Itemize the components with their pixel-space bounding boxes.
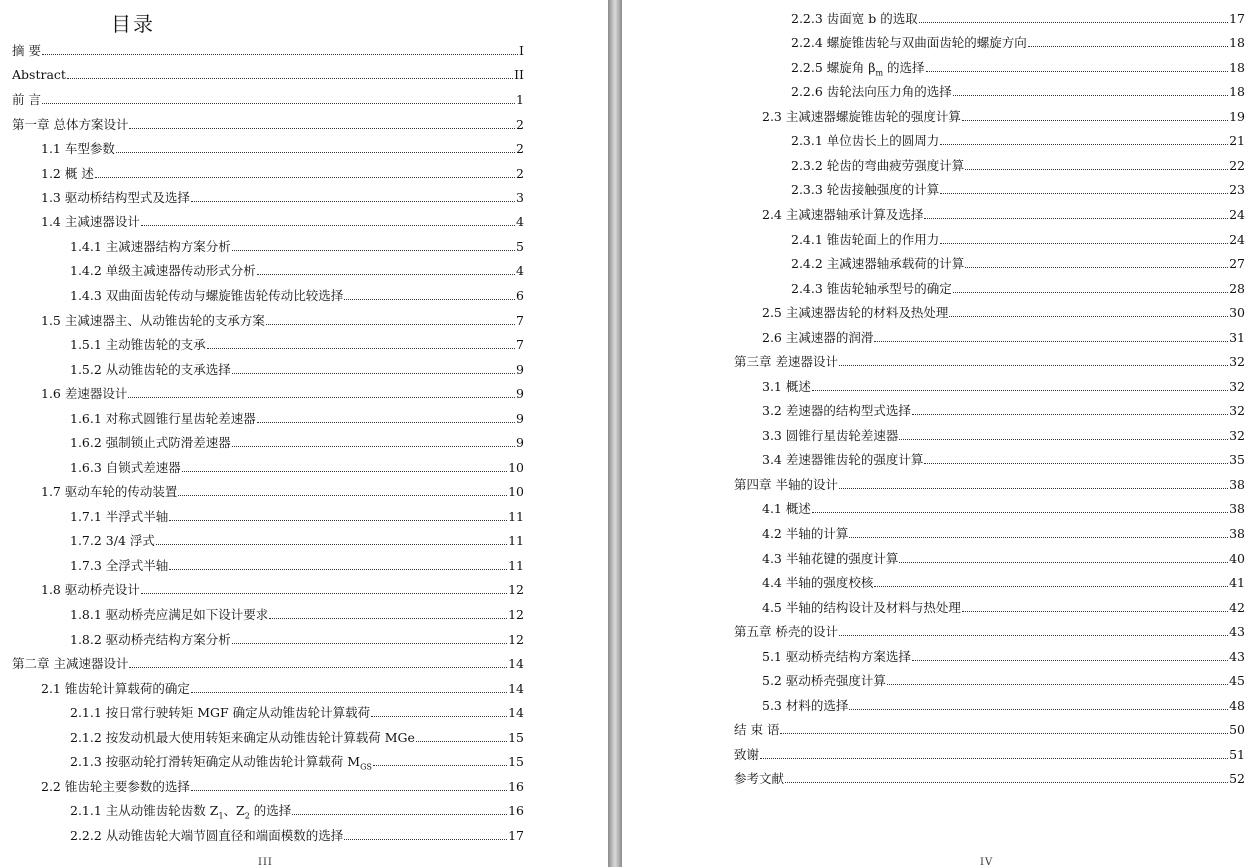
leader-dots xyxy=(116,152,515,153)
page-number: III xyxy=(258,857,273,867)
leader-dots xyxy=(874,341,1228,342)
toc-entry-text: 2.6 主减速器的润滑 xyxy=(762,330,874,345)
toc-entry-page: 12 xyxy=(508,632,524,647)
page-divider xyxy=(608,0,622,867)
leader-dots xyxy=(924,463,1228,464)
toc-entry[interactable] xyxy=(41,484,524,500)
toc-entry-page: 17 xyxy=(508,828,524,843)
toc-entry-page: 23 xyxy=(1229,182,1245,197)
toc-entry-text: 4.2 半轴的计算 xyxy=(762,526,849,541)
toc-entry[interactable] xyxy=(734,354,1245,370)
toc-entry-page: 11 xyxy=(508,558,524,573)
toc-entry-text: 1.3 驱动桥结构型式及选择 xyxy=(41,190,190,205)
toc-entry-text: 1.6.2 强制锁止式防滑差速器 xyxy=(70,435,231,450)
toc-entry-text: 1.2 概 述 xyxy=(41,166,94,181)
toc-entry[interactable] xyxy=(762,403,1245,419)
leader-dots xyxy=(887,684,1228,685)
toc-entry-page: 15 xyxy=(508,754,524,769)
leader-dots xyxy=(953,292,1228,293)
toc-entry[interactable] xyxy=(762,649,1245,665)
toc-entry-page: 22 xyxy=(1229,158,1245,173)
leader-dots xyxy=(962,611,1228,612)
leader-dots xyxy=(371,716,507,717)
toc-entry-text: 摘 要 xyxy=(12,43,41,58)
toc-entry-text xyxy=(70,754,372,770)
toc-entry[interactable] xyxy=(762,501,1245,517)
leader-dots xyxy=(344,839,507,840)
toc-entry-text: 1.7.3 全浮式半轴 xyxy=(70,558,169,573)
toc-entry-page: 31 xyxy=(1229,330,1245,345)
leader-dots xyxy=(232,643,507,644)
toc-entry-text: 2.4 主减速器轴承计算及选择 xyxy=(762,207,924,222)
toc-entry-text: 2.4.1 锥齿轮面上的作用力 xyxy=(791,232,940,247)
toc-entry-subscript: m xyxy=(875,68,884,78)
toc-entry-text: 2.2.4 螺旋锥齿轮与双曲面齿轮的螺旋方向 xyxy=(791,35,1027,50)
toc-entry-page: 32 xyxy=(1229,428,1245,443)
toc-entry-page: 5 xyxy=(516,239,524,254)
toc-entry[interactable] xyxy=(791,232,1245,248)
leader-dots xyxy=(207,348,515,349)
toc-entry-text: 1.8.1 驱动桥壳应满足如下设计要求 xyxy=(70,607,269,622)
toc-entry-text-mid: 、Z xyxy=(223,803,245,818)
toc-entry[interactable] xyxy=(762,575,1245,591)
leader-dots xyxy=(912,660,1228,661)
leader-dots xyxy=(849,537,1228,538)
leader-dots xyxy=(940,193,1228,194)
toc-entry-text: 结 束 语 xyxy=(734,722,780,737)
leader-dots xyxy=(129,128,515,129)
toc-entry-page: 15 xyxy=(508,730,524,745)
toc-entry-text xyxy=(791,60,925,76)
toc-entry-text: 2.1 锥齿轮计算载荷的确定 xyxy=(41,681,190,696)
toc-entry[interactable] xyxy=(41,386,524,402)
toc-entry-page: 9 xyxy=(516,411,524,426)
toc-entry-text: 参考文献 xyxy=(734,771,785,786)
leader-dots xyxy=(128,397,515,398)
toc-entry-text: 5.2 驱动桥壳强度计算 xyxy=(762,673,886,688)
toc-entry-page: 11 xyxy=(508,509,524,524)
leader-dots xyxy=(178,495,507,496)
toc-entry[interactable] xyxy=(41,681,524,697)
toc-entry[interactable] xyxy=(762,673,1245,689)
toc-entry-page: 43 xyxy=(1229,649,1245,664)
toc-entry-text: 2.2 锥齿轮主要参数的选择 xyxy=(41,779,190,794)
toc-entry[interactable] xyxy=(70,288,524,304)
toc-entry[interactable] xyxy=(70,239,524,255)
toc-entry-page: 19 xyxy=(1229,109,1245,124)
leader-dots xyxy=(926,71,1229,72)
toc-entry[interactable] xyxy=(762,698,1245,714)
toc-entry-page: 16 xyxy=(508,803,524,818)
toc-entry-page: 3 xyxy=(516,190,524,205)
toc-entry-text: 1.5.1 主动锥齿轮的支承 xyxy=(70,337,206,352)
toc-entry[interactable] xyxy=(791,60,1245,76)
toc-entry-page: 14 xyxy=(508,656,524,671)
toc-entry-subscript: 1 xyxy=(218,811,224,821)
leader-dots xyxy=(1028,46,1228,47)
toc-entry-text: 2.3.1 单位齿长上的圆周力 xyxy=(791,133,940,148)
leader-dots xyxy=(257,422,515,423)
toc-entry-page: 40 xyxy=(1229,551,1245,566)
toc-entry[interactable] xyxy=(41,779,524,795)
toc-entry-text: 第三章 差速器设计 xyxy=(734,354,838,369)
toc-entry[interactable] xyxy=(762,109,1245,125)
toc-entry-text-main: 2.1.3 按驱动轮打滑转矩确定从动锥齿轮计算载荷 M xyxy=(70,754,361,769)
leader-dots xyxy=(940,243,1228,244)
toc-entry-page: I xyxy=(519,43,524,58)
toc-entry-page: 17 xyxy=(1229,11,1245,26)
toc-entry[interactable] xyxy=(70,460,524,476)
toc-entry[interactable] xyxy=(70,828,524,844)
toc-entry-text: 前 言 xyxy=(12,92,41,107)
leader-dots xyxy=(839,365,1228,366)
toc-entry-page: 38 xyxy=(1229,501,1245,516)
leader-dots xyxy=(269,618,507,619)
toc-entry[interactable] xyxy=(12,656,524,672)
toc-entry-text: 2.2.2 从动锥齿轮大端节圆直径和端面模数的选择 xyxy=(70,828,344,843)
leader-dots xyxy=(373,765,507,766)
toc-entry[interactable] xyxy=(70,435,524,451)
toc-entry[interactable] xyxy=(70,803,524,819)
toc-page-right xyxy=(622,0,1256,867)
toc-entry[interactable] xyxy=(70,632,524,648)
toc-entry[interactable] xyxy=(791,158,1245,174)
toc-entry-subscript: 2 xyxy=(244,811,250,821)
toc-entry-page: 18 xyxy=(1229,84,1245,99)
toc-entry-text: 1.7.2 3/4 浮式 xyxy=(70,533,155,548)
toc-entry[interactable] xyxy=(70,509,524,525)
toc-entry[interactable] xyxy=(41,313,524,329)
toc-entry-page: 18 xyxy=(1229,35,1245,50)
leader-dots xyxy=(169,520,507,521)
toc-entry-text: 3.3 圆锥行星齿轮差速器 xyxy=(762,428,899,443)
leader-dots xyxy=(812,390,1228,391)
leader-dots xyxy=(953,95,1228,96)
toc-entry[interactable] xyxy=(791,11,1245,27)
toc-entry-page: 10 xyxy=(508,484,524,499)
toc-entry-text: 1.7.1 半浮式半轴 xyxy=(70,509,169,524)
toc-entry[interactable] xyxy=(791,133,1245,149)
toc-entry[interactable] xyxy=(762,207,1245,223)
leader-dots xyxy=(266,324,515,325)
toc-entry[interactable] xyxy=(12,43,524,59)
toc-entry-page: 38 xyxy=(1229,526,1245,541)
toc-entry-text: 1.5 主减速器主、从动锥齿轮的支承方案 xyxy=(41,313,265,328)
toc-entry-page: 45 xyxy=(1229,673,1245,688)
toc-entry[interactable] xyxy=(762,526,1245,542)
leader-dots xyxy=(344,299,515,300)
toc-entry-page: 1 xyxy=(516,92,524,107)
leader-dots xyxy=(156,544,507,545)
leader-dots xyxy=(965,169,1228,170)
leader-dots xyxy=(191,201,515,202)
leader-dots xyxy=(191,692,507,693)
toc-entry-text: 1.8.2 驱动桥壳结构方案分析 xyxy=(70,632,231,647)
toc-entry-text-end: 的选择 xyxy=(883,60,925,75)
toc-entry-page: 32 xyxy=(1229,379,1245,394)
leader-dots xyxy=(257,274,515,275)
toc-entry-text: 第五章 桥壳的设计 xyxy=(734,624,838,639)
leader-dots xyxy=(924,218,1228,219)
leader-dots xyxy=(849,709,1228,710)
toc-entry-text: 2.3.2 轮齿的弯曲疲劳强度计算 xyxy=(791,158,965,173)
leader-dots xyxy=(129,667,507,668)
toc-entry-text-main: 2.2.5 螺旋角 β xyxy=(791,60,876,75)
toc-entry[interactable] xyxy=(791,35,1245,51)
leader-dots xyxy=(919,22,1228,23)
toc-entry[interactable] xyxy=(70,263,524,279)
leader-dots xyxy=(292,814,507,815)
leader-dots xyxy=(141,225,515,226)
toc-entry-page: 14 xyxy=(508,705,524,720)
toc-entry-page: 10 xyxy=(508,460,524,475)
toc-entry-text: 1.4 主减速器设计 xyxy=(41,214,140,229)
leader-dots xyxy=(962,120,1228,121)
leader-dots xyxy=(232,373,515,374)
toc-entry[interactable] xyxy=(70,362,524,378)
toc-entry[interactable] xyxy=(734,747,1245,763)
toc-entry-text: 1.4.3 双曲面齿轮传动与螺旋锥齿轮传动比较选择 xyxy=(70,288,344,303)
toc-entry-text: 4.1 概述 xyxy=(762,501,811,516)
toc-entry-page: 2 xyxy=(516,141,524,156)
leader-dots xyxy=(839,488,1228,489)
toc-entry[interactable] xyxy=(762,551,1245,567)
leader-dots xyxy=(141,593,507,594)
toc-entry-page: 50 xyxy=(1229,722,1245,737)
leader-dots xyxy=(760,758,1228,759)
leader-dots xyxy=(940,144,1228,145)
toc-entry-page: 38 xyxy=(1229,477,1245,492)
toc-entry[interactable] xyxy=(70,337,524,353)
leader-dots xyxy=(416,741,507,742)
toc-entry[interactable] xyxy=(70,607,524,623)
toc-entry-page: 12 xyxy=(508,607,524,622)
toc-entry[interactable] xyxy=(762,452,1245,468)
toc-entry-page: 30 xyxy=(1229,305,1245,320)
toc-entry[interactable] xyxy=(762,428,1245,444)
toc-entry-text: 5.1 驱动桥壳结构方案选择 xyxy=(762,649,911,664)
toc-entry-text: 1.4.2 单级主减速器传动形式分析 xyxy=(70,263,256,278)
toc-entry-subscript: GS xyxy=(360,762,372,772)
toc-entry-page: 35 xyxy=(1229,452,1245,467)
toc-entry[interactable] xyxy=(70,411,524,427)
toc-entry[interactable] xyxy=(41,141,524,157)
leader-dots xyxy=(812,512,1228,513)
leader-dots xyxy=(67,78,513,79)
toc-entry-page: 6 xyxy=(516,288,524,303)
leader-dots xyxy=(949,316,1228,317)
toc-entry[interactable] xyxy=(791,182,1245,198)
toc-entry-text: 1.4.1 主减速器结构方案分析 xyxy=(70,239,231,254)
toc-entry[interactable] xyxy=(70,730,524,746)
toc-entry-text: 2.1.1 按日常行驶转矩 MGF 确定从动锥齿轮计算载荷 xyxy=(70,705,371,720)
toc-entry[interactable] xyxy=(12,117,524,133)
toc-entry-page: II xyxy=(514,67,524,82)
toc-entry-page: 9 xyxy=(516,435,524,450)
toc-entry-page: 27 xyxy=(1229,256,1245,271)
toc-entry-page: 2 xyxy=(516,117,524,132)
toc-entry-page: 32 xyxy=(1229,403,1245,418)
toc-entry[interactable] xyxy=(762,305,1245,321)
toc-entry[interactable] xyxy=(734,477,1245,493)
toc-entry-page: 7 xyxy=(516,337,524,352)
toc-entry-page: 7 xyxy=(516,313,524,328)
toc-entry-text: 5.3 材料的选择 xyxy=(762,698,849,713)
toc-entry-text: 2.2.3 齿面宽 b 的选取 xyxy=(791,11,918,26)
toc-entry-page: 4 xyxy=(516,214,524,229)
toc-entry-page: 18 xyxy=(1229,60,1245,75)
toc-entry-page: 14 xyxy=(508,681,524,696)
toc-entry-text: 致谢 xyxy=(734,747,760,762)
toc-entry-text: 4.5 半轴的结构设计及材料与热处理 xyxy=(762,600,961,615)
leader-dots xyxy=(874,586,1228,587)
toc-entry-text: 2.5 主减速器齿轮的材料及热处理 xyxy=(762,305,949,320)
toc-entry[interactable] xyxy=(791,256,1245,272)
toc-entry-page: 24 xyxy=(1229,207,1245,222)
toc-entry[interactable] xyxy=(41,190,524,206)
toc-entry[interactable] xyxy=(762,600,1245,616)
toc-entry-page: 48 xyxy=(1229,698,1245,713)
leader-dots xyxy=(232,250,515,251)
toc-entry[interactable] xyxy=(70,558,524,574)
toc-entry[interactable] xyxy=(12,67,524,83)
toc-entry-text: 2.1.2 按发动机最大使用转矩来确定从动锥齿轮计算载荷 MGe xyxy=(70,730,415,745)
toc-entry-text: 第一章 总体方案设计 xyxy=(12,117,129,132)
toc-entry[interactable] xyxy=(762,379,1245,395)
toc-entry-text: 2.4.3 锥齿轮轴承型号的确定 xyxy=(791,281,952,296)
leader-dots xyxy=(191,790,507,791)
toc-entry-text-main: 2.1.1 主从动锥齿轮齿数 Z xyxy=(70,803,219,818)
toc-entry-text: 1.1 车型参数 xyxy=(41,141,115,156)
toc-entry[interactable] xyxy=(41,166,524,182)
toc-entry-text: 2.2.6 齿轮法向压力角的选择 xyxy=(791,84,952,99)
leader-dots xyxy=(965,267,1228,268)
toc-entry-text: 1.6.1 对称式圆锥行星齿轮差速器 xyxy=(70,411,256,426)
toc-entry[interactable] xyxy=(41,214,524,230)
toc-entry-page: 51 xyxy=(1229,747,1245,762)
toc-entry[interactable] xyxy=(70,754,524,770)
toc-entry-text xyxy=(70,803,291,819)
toc-entry-page: 16 xyxy=(508,779,524,794)
toc-entry-page: 2 xyxy=(516,166,524,181)
toc-entry-text: 1.6.3 自锁式差速器 xyxy=(70,460,181,475)
leader-dots xyxy=(42,103,515,104)
leader-dots xyxy=(899,562,1228,563)
toc-entry[interactable] xyxy=(70,705,524,721)
toc-entry-page: 9 xyxy=(516,386,524,401)
toc-entry-page: 28 xyxy=(1229,281,1245,296)
page-number: IV xyxy=(980,857,994,867)
toc-entry-page: 24 xyxy=(1229,232,1245,247)
toc-entry-text: 4.3 半轴花键的强度计算 xyxy=(762,551,899,566)
toc-entry-text: 1.5.2 从动锥齿轮的支承选择 xyxy=(70,362,231,377)
toc-entry-text: 2.4.2 主减速器轴承载荷的计算 xyxy=(791,256,965,271)
leader-dots xyxy=(780,733,1228,734)
toc-entry-text: 2.3 主减速器螺旋锥齿轮的强度计算 xyxy=(762,109,961,124)
toc-entry-page: 21 xyxy=(1229,133,1245,148)
toc-entry[interactable] xyxy=(70,533,524,549)
toc-entry-text: 4.4 半轴的强度校核 xyxy=(762,575,874,590)
toc-entry-page: 11 xyxy=(508,533,524,548)
toc-entry-text: 第二章 主减速器设计 xyxy=(12,656,129,671)
leader-dots xyxy=(169,569,507,570)
toc-entry[interactable] xyxy=(734,722,1245,738)
leader-dots xyxy=(232,446,515,447)
toc-entry-text: 2.3.3 轮齿接触强度的计算 xyxy=(791,182,940,197)
leader-dots xyxy=(912,414,1228,415)
leader-dots xyxy=(785,782,1228,783)
toc-entry-page: 41 xyxy=(1229,575,1245,590)
toc-entry-text: 第四章 半轴的设计 xyxy=(734,477,838,492)
toc-entry[interactable] xyxy=(41,582,524,598)
toc-entry-text-end: 的选择 xyxy=(249,803,292,818)
toc-entry[interactable] xyxy=(734,771,1245,787)
toc-entry-text: 1.8 驱动桥壳设计 xyxy=(41,582,140,597)
leader-dots xyxy=(182,471,507,472)
leader-dots xyxy=(899,439,1228,440)
toc-entry-page: 52 xyxy=(1229,771,1245,786)
toc-entry-text: 3.1 概述 xyxy=(762,379,811,394)
toc-entry[interactable] xyxy=(734,624,1245,640)
toc-entry-page: 32 xyxy=(1229,354,1245,369)
toc-entry-page: 12 xyxy=(508,582,524,597)
toc-page-left xyxy=(0,0,608,867)
toc-entry-text: 3.4 差速器锥齿轮的强度计算 xyxy=(762,452,924,467)
toc-entry[interactable] xyxy=(791,84,1245,100)
toc-entry-text: 1.6 差速器设计 xyxy=(41,386,128,401)
leader-dots xyxy=(42,54,518,55)
toc-entry-page: 4 xyxy=(516,263,524,278)
toc-entry-page: 42 xyxy=(1229,600,1245,615)
toc-entry-page: 43 xyxy=(1229,624,1245,639)
leader-dots xyxy=(839,635,1228,636)
toc-entry-text: 1.7 驱动车轮的传动装置 xyxy=(41,484,178,499)
toc-entry-text: 3.2 差速器的结构型式选择 xyxy=(762,403,911,418)
toc-entry[interactable] xyxy=(12,92,524,108)
toc-entry-text: Abstract xyxy=(12,67,66,82)
toc-entry-page: 9 xyxy=(516,362,524,377)
leader-dots xyxy=(95,177,515,178)
toc-entry[interactable] xyxy=(791,281,1245,297)
toc-title: 目录 xyxy=(111,12,155,36)
toc-entry[interactable] xyxy=(762,330,1245,346)
